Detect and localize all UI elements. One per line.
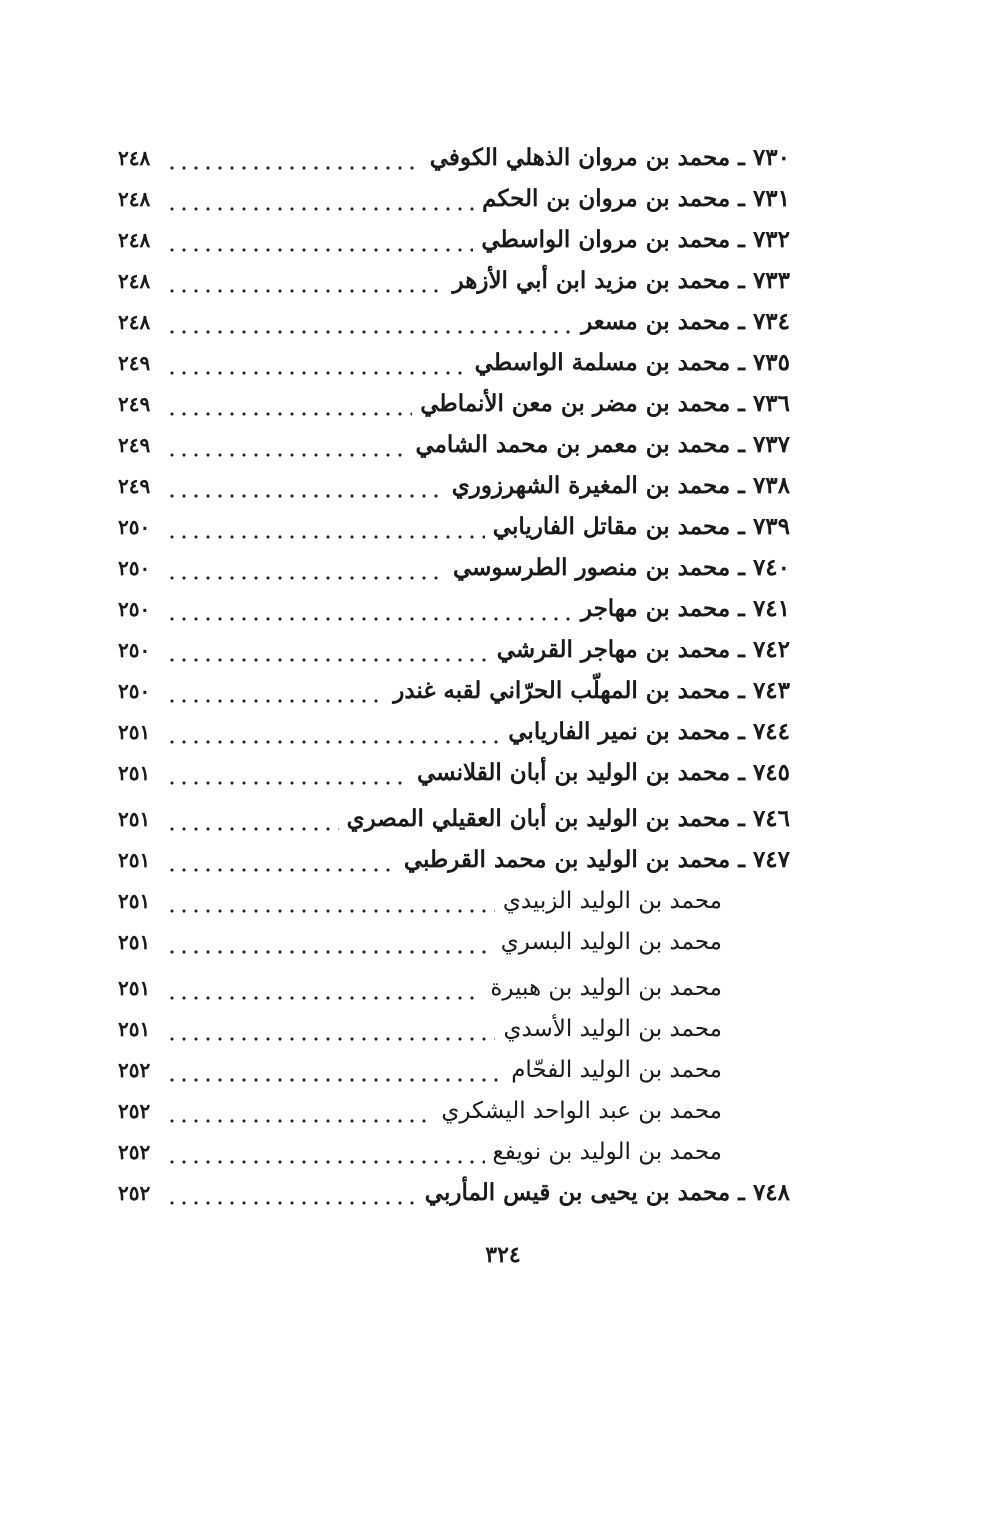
dot-leader [166,548,445,588]
dot-leader [166,589,573,629]
dot-leader [166,220,473,260]
dot-leader [166,138,422,178]
toc-entry [118,220,790,260]
toc-entry [118,630,790,670]
toc-subentry [118,922,790,962]
entry-title: ٧٣٧ ـ محمد بن معمر بن محمد الشامي [415,431,790,458]
entry-page-number: ٢٥٢ [118,1099,151,1123]
dot-leader [166,179,474,219]
entry-title: محمد بن الوليد بن هبيرة [490,975,722,1001]
toc-subentry [118,1050,790,1090]
dot-leader [166,302,573,342]
entry-page-number: ٢٤٩ [118,351,151,375]
dot-leader [166,1132,485,1172]
dot-leader [166,1091,433,1131]
toc-subentry [118,881,790,921]
toc-entry [118,466,790,506]
page-number: ٣٢٤ [485,1242,521,1268]
entry-title: ٧٤٠ ـ محمد بن منصور الطرسوسي [452,554,790,581]
entry-page-number: ٢٤٨ [118,310,151,334]
dot-leader [166,968,482,1008]
dot-leader [166,922,493,962]
entry-page-number: ٢٥١ [118,889,151,913]
entry-page-number: ٢٤٨ [118,146,151,170]
entry-page-number: ٢٥٢ [118,1058,151,1082]
entry-page-number: ٢٤٨ [118,269,151,293]
dot-leader [166,753,409,793]
entry-title: ٧٤٨ ـ محمد بن يحيى بن قيس المأربي [424,1179,790,1206]
entry-title: ٧٤٧ ـ محمد بن الوليد بن محمد القرطبي [403,846,790,873]
entry-page-number: ٢٥١ [118,761,151,785]
dot-leader [166,799,339,839]
entry-page-number: ٢٥١ [118,930,151,954]
toc-entry [118,589,790,629]
entry-page-number: ٢٥١ [118,720,151,744]
entry-page-number: ٢٥٢ [118,1140,151,1164]
entry-title: ٧٣٣ ـ محمد بن مزيد ابن أبي الأزهر [452,267,790,294]
entry-page-number: ٢٤٨ [118,228,151,252]
dot-leader [166,384,412,424]
toc-subentry [118,1132,790,1172]
entry-title: ٧٣٤ ـ محمد بن مسعر [581,308,790,335]
entry-page-number: ٢٥١ [118,1017,151,1041]
entry-page-number: ٢٥١ [118,807,151,831]
dot-leader [166,466,444,506]
entry-page-number: ٢٥٠ [118,515,151,539]
entry-title: محمد بن الوليد بن نويفع [492,1139,722,1165]
toc-entry [118,548,790,588]
dot-leader [166,1050,503,1090]
toc-entry [118,425,790,465]
toc-entry [118,343,790,383]
entry-title: ٧٣٥ ـ محمد بن مسلمة الواسطي [474,349,790,376]
entry-title: محمد بن الوليد الفحّام [511,1057,722,1083]
entry-title: ٧٤٤ ـ محمد بن نمير الفاريابي [508,718,790,745]
dot-leader [166,1173,417,1213]
toc-entry [118,671,790,711]
toc-subentry [118,1009,790,1049]
entry-title: محمد بن عبد الواحد اليشكري [441,1098,722,1124]
entry-page-number: ٢٥٢ [118,1181,151,1205]
entry-title: ٧٣١ ـ محمد بن مروان بن الحكم [482,185,790,212]
toc-entry [118,840,790,880]
entry-page-number: ٢٤٨ [118,187,151,211]
dot-leader [166,881,495,921]
entry-page-number: ٢٥١ [118,848,151,872]
toc-entry [118,261,790,301]
dot-leader [166,671,385,711]
dot-leader [166,712,500,752]
toc-entry [118,507,790,547]
entry-title: محمد بن الوليد البسري [500,929,722,955]
toc-entry [118,179,790,219]
entry-title: ٧٤٦ ـ محمد بن الوليد بن أبان العقيلي المصري [346,805,790,832]
toc-entry [118,712,790,752]
entry-page-number: ٢٤٩ [118,392,151,416]
entry-title: محمد بن الوليد الزبيدي [502,888,722,914]
entry-title: محمد بن الوليد الأسدي [503,1016,722,1042]
toc-entry [118,384,790,424]
entry-title: ٧٤١ ـ محمد بن مهاجر [580,595,790,622]
dot-leader [166,840,396,880]
entry-title: ٧٣٠ ـ محمد بن مروان الذهلي الكوفي [429,144,790,171]
dot-leader [166,630,489,670]
entry-page-number: ٢٥٠ [118,556,151,580]
entry-title: ٧٣٩ ـ محمد بن مقاتل الفاريابي [492,513,790,540]
toc-entry [118,302,790,342]
dot-leader [166,507,485,547]
entry-page-number: ٢٥٠ [118,638,151,662]
entry-title: ٧٤٢ ـ محمد بن مهاجر القرشي [496,636,790,663]
dot-leader [166,1009,495,1049]
dot-leader [166,261,445,301]
dot-leader [166,343,467,383]
toc-entry [118,1173,790,1213]
entry-title: ٧٣٦ ـ محمد بن مضر بن معن الأنماطي [420,390,790,417]
entry-page-number: ٢٥٠ [118,679,151,703]
toc-subentry [118,968,790,1008]
toc-entry [118,138,790,178]
entry-page-number: ٢٥١ [118,976,151,1000]
dot-leader [166,425,407,465]
toc-subentry [118,1091,790,1131]
entry-title: ٧٣٨ ـ محمد بن المغيرة الشهرزوري [451,472,790,499]
entry-title: ٧٤٣ ـ محمد بن المهلّب الحرّاني لقبه غندر [393,677,790,704]
entry-title: ٧٣٢ ـ محمد بن مروان الواسطي [481,226,790,253]
entry-title: ٧٤٥ ـ محمد بن الوليد بن أبان القلانسي [416,759,790,786]
entry-page-number: ٢٥٠ [118,597,151,621]
toc-entry [118,799,790,839]
toc-entry [118,753,790,793]
entry-page-number: ٢٤٩ [118,474,151,498]
entry-page-number: ٢٤٩ [118,433,151,457]
